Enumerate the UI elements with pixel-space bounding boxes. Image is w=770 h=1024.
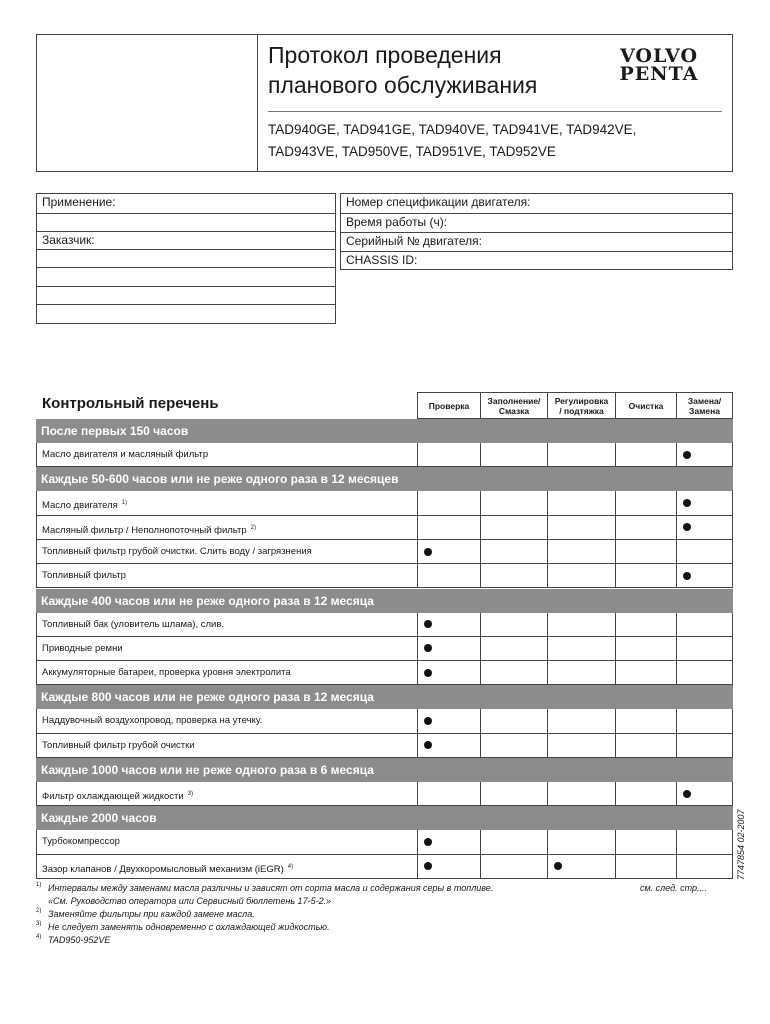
- mark-dot: [424, 548, 432, 556]
- row-label-text: Приводные ремни: [42, 642, 123, 654]
- mark-cell[interactable]: [548, 540, 616, 563]
- column-adjust-label-1: Регулировка: [554, 395, 609, 406]
- mark-cell[interactable]: [616, 443, 677, 466]
- mark-cell[interactable]: [418, 830, 481, 853]
- mark-cell[interactable]: [418, 782, 481, 805]
- application-field[interactable]: [37, 194, 335, 214]
- mark-cell[interactable]: [481, 491, 548, 514]
- logo-line-1: VOLVO: [619, 45, 699, 67]
- mark-cell[interactable]: [616, 661, 677, 684]
- chassis-id-field[interactable]: [341, 252, 732, 270]
- footnote-4-text: TAD950-952VE: [48, 935, 111, 945]
- mark-cell[interactable]: [418, 734, 481, 757]
- mark-cell[interactable]: [677, 855, 734, 878]
- mark-cell[interactable]: [616, 613, 677, 636]
- page-title: [268, 40, 537, 100]
- footnote-4: [36, 934, 493, 947]
- title-line-2: планового обслуживания: [268, 72, 538, 98]
- footnote-3-marker: 3): [36, 921, 42, 927]
- mark-cell[interactable]: [677, 709, 734, 732]
- application-field-row-2[interactable]: [37, 214, 335, 232]
- row-footnote-marker: 3): [187, 791, 194, 797]
- mark-cell[interactable]: [616, 637, 677, 660]
- mark-cell[interactable]: [677, 516, 734, 539]
- mark-cell[interactable]: [418, 540, 481, 563]
- mark-cell[interactable]: [481, 661, 548, 684]
- checklist-row: [36, 540, 733, 564]
- row-label-text: Фильтр охлаждающей жидкости: [42, 791, 184, 803]
- checklist-row: [36, 491, 733, 515]
- row-label-text: Наддувочный воздухопровод, проверка на утечку.: [42, 715, 263, 727]
- mark-cell[interactable]: [616, 855, 677, 878]
- spec-number-label: Номер спецификации двигателя:: [346, 195, 531, 209]
- row-label-text: Топливный фильтр грубой очистки: [42, 739, 195, 751]
- mark-cell[interactable]: [418, 613, 481, 636]
- checklist-row-label: [37, 782, 193, 809]
- mark-dot: [424, 644, 432, 652]
- mark-cell[interactable]: [548, 491, 616, 514]
- column-header-replace: [676, 392, 733, 419]
- checklist-row-label: [37, 661, 291, 685]
- operating-hours-field[interactable]: [341, 214, 732, 233]
- mark-cell[interactable]: [548, 782, 616, 805]
- row-label-text: Зазор клапанов / Двухкоромысловый механизм (iEGR): [42, 863, 284, 875]
- mark-dot: [424, 838, 432, 846]
- mark-cell[interactable]: [481, 855, 548, 878]
- customer-info-box: [36, 193, 336, 324]
- footnote-3: [36, 921, 493, 934]
- footnote-3-text: Не следует заменять одновременно с охлаждающей жидкостью.: [48, 922, 330, 932]
- mark-cell[interactable]: [548, 709, 616, 732]
- chassis-id-label: CHASSIS ID:: [346, 253, 418, 267]
- footnote-2: [36, 908, 493, 921]
- checklist-row-label: [37, 516, 256, 543]
- mark-dot: [424, 741, 432, 749]
- checklist-row: [36, 830, 733, 854]
- checklist-row: [36, 734, 733, 758]
- mark-cell[interactable]: [677, 734, 734, 757]
- mark-cell[interactable]: [616, 491, 677, 514]
- customer-label: Заказчик:: [42, 233, 95, 247]
- operating-hours-label: Время работы (ч):: [346, 215, 448, 229]
- mark-cell[interactable]: [616, 734, 677, 757]
- mark-cell[interactable]: [616, 516, 677, 539]
- checklist-row-label: [37, 564, 126, 588]
- column-header-fill: [480, 392, 548, 419]
- mark-cell[interactable]: [616, 540, 677, 563]
- checklist-row-label: [37, 491, 127, 518]
- mark-cell[interactable]: [548, 637, 616, 660]
- customer-field-row-4[interactable]: [37, 287, 335, 305]
- mark-cell[interactable]: [481, 734, 548, 757]
- mark-cell[interactable]: [418, 443, 481, 466]
- row-label-text: Масло двигателя и масляный фильтр: [42, 449, 209, 460]
- mark-cell[interactable]: [548, 855, 616, 878]
- mark-cell[interactable]: [616, 564, 677, 587]
- models-line-2: TAD943VE, TAD950VE, TAD951VE, TAD952VE: [268, 144, 556, 159]
- checklist-row-label: [37, 709, 262, 733]
- mark-cell[interactable]: [418, 661, 481, 684]
- mark-cell[interactable]: [548, 516, 616, 539]
- engine-models: [268, 119, 636, 163]
- column-replace-label-1: Замена/: [687, 395, 722, 406]
- column-fill-label-1: Заполнение/: [487, 395, 541, 406]
- customer-field-row-2[interactable]: [37, 250, 335, 268]
- mark-cell[interactable]: [481, 637, 548, 660]
- mark-cell[interactable]: [481, 613, 548, 636]
- footnote-4-marker: 4): [36, 934, 42, 940]
- section-header: Каждые 800 часов или не реже одного раза в 12 месяца: [36, 685, 733, 709]
- footnotes: [36, 882, 493, 947]
- checklist-row: [36, 443, 733, 467]
- mark-cell[interactable]: [548, 734, 616, 757]
- checklist-row: [36, 661, 733, 685]
- mark-dot: [554, 862, 562, 870]
- checklist-row: [36, 855, 733, 879]
- mark-cell[interactable]: [481, 709, 548, 732]
- mark-cell[interactable]: [481, 564, 548, 587]
- row-footnote-marker: 2): [250, 524, 256, 531]
- footnote-1: [36, 882, 493, 908]
- checklist-row-label: [37, 540, 312, 564]
- row-label-text: Масло двигателя: [42, 500, 118, 512]
- mark-cell[interactable]: [481, 516, 548, 539]
- row-label-text: Топливный фильтр грубой очистки. Слить воду / загрязнения: [42, 545, 312, 557]
- customer-field-row-3[interactable]: [37, 268, 335, 287]
- checklist-row-label: [37, 443, 208, 467]
- mark-cell[interactable]: [677, 782, 734, 805]
- row-label-text: Турбокомпрессор: [42, 836, 120, 848]
- mark-dot: [424, 862, 432, 870]
- checklist-row: [36, 516, 733, 540]
- mark-cell[interactable]: [548, 830, 616, 853]
- mark-cell[interactable]: [677, 564, 734, 587]
- mark-cell[interactable]: [616, 830, 677, 853]
- mark-dot: [683, 499, 691, 507]
- footnote-2-marker: 2): [36, 908, 42, 914]
- checklist-title: Контрольный перечень: [42, 395, 219, 412]
- footnote-1-line-2: «См. Руководство оператора или Сервисный бюллетень 17-5-2.»: [48, 896, 332, 906]
- mark-cell[interactable]: [481, 443, 548, 466]
- continued-note: см. след. стр....: [640, 883, 708, 893]
- mark-dot: [424, 717, 432, 725]
- mark-dot: [683, 451, 691, 459]
- mark-cell[interactable]: [677, 613, 734, 636]
- section-header: Каждые 50-600 часов или не реже одного раза в 12 месяцев: [36, 467, 733, 491]
- mark-cell[interactable]: [418, 491, 481, 514]
- section-header: После первых 150 часов: [36, 419, 733, 443]
- column-adjust-label-2: / подтяжка: [559, 405, 604, 416]
- column-fill-label-2: Смазка: [498, 405, 530, 416]
- checklist-row-label: [37, 637, 123, 661]
- section-header: Каждые 1000 часов или не реже одного раза в 6 месяца: [36, 758, 733, 782]
- models-line-1: TAD940GE, TAD941GE, TAD940VE, TAD941VE, TAD942VE,: [268, 122, 637, 137]
- section-header: Каждые 400 часов или не реже одного раза в 12 месяца: [36, 589, 733, 613]
- mark-dot: [424, 620, 432, 628]
- footnote-1-marker: 1): [36, 882, 42, 888]
- title-line-1: Протокол проведения: [268, 42, 502, 68]
- checklist-row: [36, 782, 733, 806]
- mark-cell[interactable]: [481, 782, 548, 805]
- document-code: 7747854 02-2007: [736, 809, 746, 880]
- mark-cell[interactable]: [481, 540, 548, 563]
- spec-number-field[interactable]: [341, 194, 732, 214]
- checklist-row: [36, 709, 733, 733]
- checklist-row-label: [37, 734, 195, 758]
- serial-number-field[interactable]: [341, 233, 732, 252]
- application-label: Применение:: [42, 195, 116, 209]
- checklist-row: [36, 613, 733, 637]
- volvo-penta-logo: [600, 47, 718, 83]
- checklist-row: [36, 564, 733, 588]
- row-label-text: Масляный фильтр / Неполнопоточный фильтр: [42, 524, 247, 536]
- column-clean-label: Очистка: [628, 400, 664, 411]
- title-divider: [268, 111, 722, 112]
- checklist-row-label: [37, 613, 224, 637]
- checklist-row-label: [37, 830, 120, 854]
- row-footnote-marker: 4): [287, 863, 294, 870]
- mark-dot: [683, 523, 691, 531]
- mark-cell[interactable]: [481, 830, 548, 853]
- mark-cell[interactable]: [418, 564, 481, 587]
- mark-cell[interactable]: [616, 709, 677, 732]
- footnote-2-text: Заменяйте фильтры при каждой замене масла.: [48, 909, 255, 919]
- column-header-check: [417, 392, 481, 419]
- header-blank-panel: [36, 34, 258, 172]
- row-label-text: Аккумуляторные батареи, проверка уровня электролита: [42, 667, 291, 679]
- mark-cell[interactable]: [616, 782, 677, 805]
- serial-number-label: Серийный № двигателя:: [346, 234, 482, 248]
- column-header-clean: [615, 392, 677, 419]
- mark-cell[interactable]: [677, 830, 734, 853]
- mark-cell[interactable]: [418, 516, 481, 539]
- footnote-1-line-1: Интервалы между заменами масла различны и зависят от сорта масла и содержания серы в топливе.: [48, 883, 494, 893]
- mark-cell[interactable]: [677, 491, 734, 514]
- section-header: Каждые 2000 часов: [36, 806, 733, 830]
- column-header-adjust: [547, 392, 616, 419]
- column-check-label: Проверка: [428, 400, 470, 411]
- mark-dot: [683, 572, 691, 580]
- mark-cell[interactable]: [418, 637, 481, 660]
- row-label-text: Топливный бак (уловитель шлама), слив.: [42, 618, 225, 630]
- checklist-row-label: [37, 855, 293, 882]
- mark-dot: [424, 669, 432, 677]
- engine-info-box: [340, 193, 733, 270]
- mark-cell[interactable]: [548, 443, 616, 466]
- mark-cell[interactable]: [418, 855, 481, 878]
- mark-cell[interactable]: [677, 540, 734, 563]
- row-label-text: Топливный фильтр: [42, 570, 126, 582]
- mark-cell[interactable]: [548, 661, 616, 684]
- checklist-row: [36, 637, 733, 661]
- mark-cell[interactable]: [677, 443, 734, 466]
- mark-cell[interactable]: [418, 709, 481, 732]
- mark-cell[interactable]: [677, 661, 734, 684]
- customer-field[interactable]: [37, 232, 335, 250]
- row-footnote-marker: 1): [121, 500, 128, 507]
- mark-cell[interactable]: [677, 637, 734, 660]
- mark-dot: [683, 790, 691, 798]
- customer-field-row-5[interactable]: [37, 305, 335, 323]
- mark-cell[interactable]: [548, 564, 616, 587]
- column-replace-label-2: Замена: [689, 405, 720, 416]
- mark-cell[interactable]: [548, 613, 616, 636]
- logo-line-2: PENTA: [619, 63, 699, 85]
